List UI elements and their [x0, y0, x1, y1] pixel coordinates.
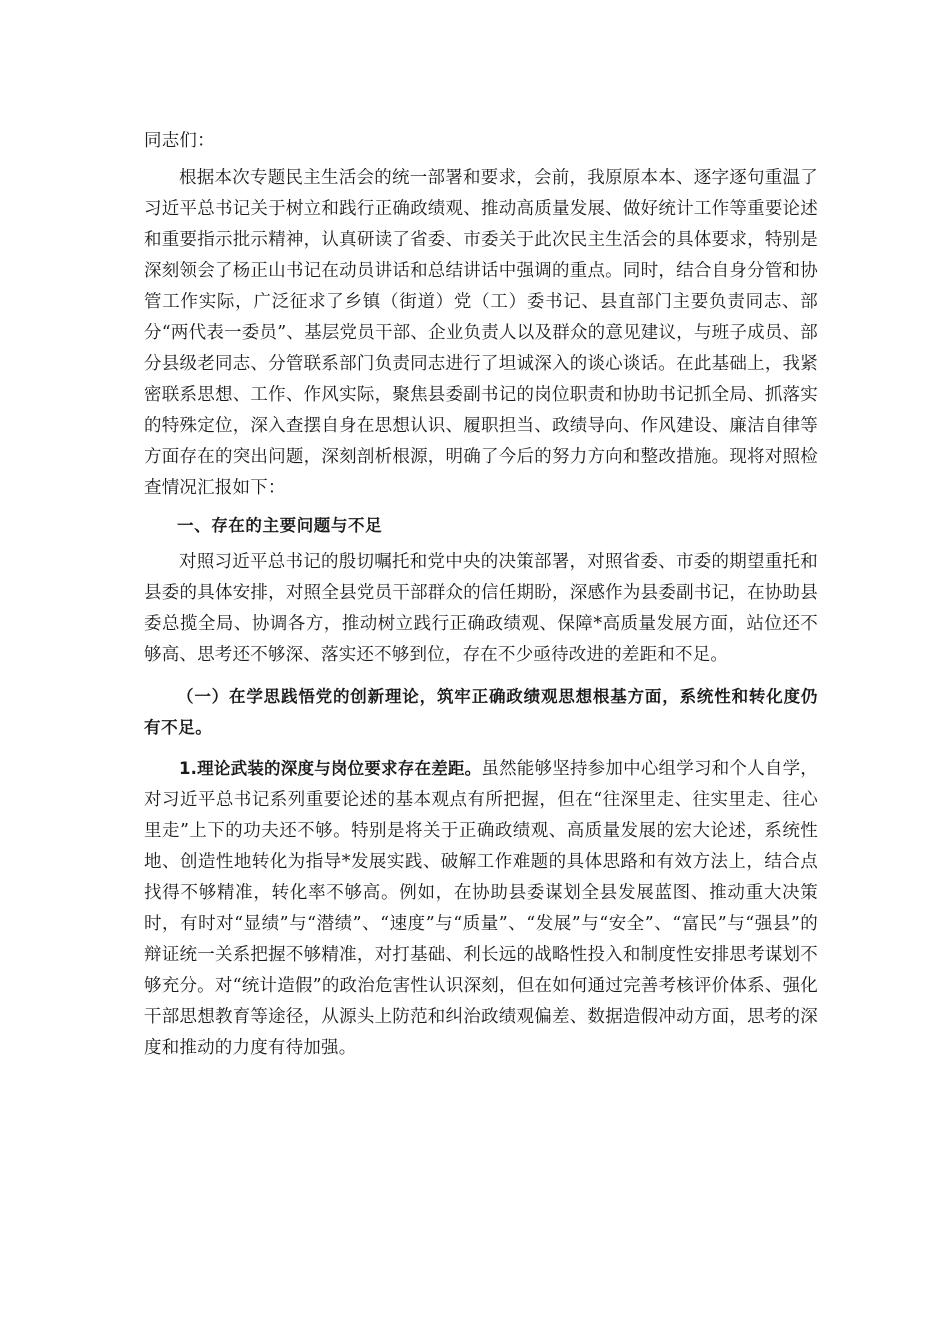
item-body-theory: 虽然能够坚持参加中心组学习和个人自学，对习近平总书记系列重要论述的基本观点有所把握，但在“往深里走、往实里走、往心里走”上下的功夫还不够。特别是将关于正确政绩观、高质量发展的宏大论述，系统性地、创造性地转化为指导*发展实践、破解工作难题的具体思路和有效方法上，结合点找得不够精准，转化率不够高。例如，在协助县委谋划全县发展蓝图、推动重大决策时，有时对“显绩”与“潜绩”、“速度”与“质量”、“发展”与“安全”、“富民”与“强县”的辩证统一关系把握不够精准，对打基础、利长远的战略性投入和制度性安排思考谋划不够充分。对“统计造假”的政治危害性认识深刻，但在如何通过完善考核评价体系、强化干部思想教育等途径，从源头上防范和纠治政绩观偏差、数据造假冲动方面，思考的深度和推动的力度有待加强。: [144, 759, 818, 1058]
intro-paragraph: 根据本次专题民主生活会的统一部署和要求，会前，我原原本本、逐字逐句重温了习近平总书记关于树立和践行正确政绩观、推动高质量发展、做好统计工作等重要论述和重要指示批示精神，认真研读了省委、市委关于此次民主生活会的具体要求，特别是深刻领会了杨正山书记在动员讲话和总结讲话中强调的重点。同时，结合自身分管和协管工作实际，广泛征求了乡镇（街道）党（工）委书记、县直部门主要负责同志、部分“两代表一委员”、基层党员干部、企业负责人以及群众的意见建议，与班子成员、部分县级老同志、分管联系部门负责同志进行了坦诚深入的谈心谈话。在此基础上，我紧密联系思想、工作、作风实际，聚焦县委副书记的岗位职责和协助书记抓全局、抓落实的特殊定位，深入查摆自身在思想认识、履职担当、政绩导向、作风建设、廉洁自律等方面存在的突出问题，深刻剖析根源，明确了今后的努力方向和整改措施。现将对照检查情况汇报如下：: [144, 168, 818, 498]
item-lead-theory: 1.理论武装的深度与岗位要求存在差距。: [179, 759, 482, 778]
section-paragraph-problems: 对照习近平总书记的殷切嘱托和党中央的决策部署，对照省委、市委的期望重托和县委的具体安排，对照全县党员干部群众的信任期盼，深感作为县委副书记，在协助县委总揽全局、协调各方，推动树立践行正确政绩观、保障*高质量发展方面，站位还不够高、思考还不够深、落实还不够到位，存在不少亟待改进的差距和不足。: [144, 552, 818, 665]
greeting: 同志们：: [144, 131, 215, 151]
document-body: [144, 126, 818, 1064]
section-heading-problems: 一、存在的主要问题与不足: [177, 516, 383, 535]
subsection-heading-theory: （一）在学思践悟党的创新理论，筑牢正确政绩观思想根基方面，系统性和转化度仍有不足。: [144, 687, 818, 737]
item-paragraph-theory: [144, 753, 818, 1064]
